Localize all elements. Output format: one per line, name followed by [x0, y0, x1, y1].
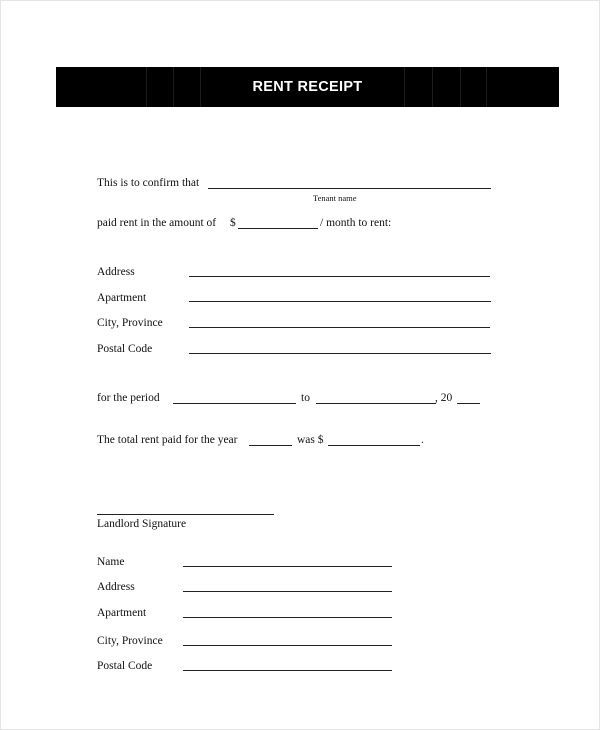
per-month-text: / month to rent: — [320, 217, 392, 229]
period-start-field[interactable] — [173, 403, 296, 404]
postal-code-field[interactable] — [189, 353, 491, 354]
landlord-city-province-label: City, Province — [97, 635, 163, 647]
landlord-apartment-field[interactable] — [183, 617, 392, 618]
landlord-postal-code-field[interactable] — [183, 670, 392, 671]
title-banner — [56, 67, 559, 107]
landlord-city-province-field[interactable] — [183, 645, 392, 646]
landlord-signature-label: Landlord Signature — [97, 518, 187, 530]
address-label: Address — [97, 266, 135, 278]
period-label: for the period — [97, 392, 160, 404]
tenant-name-caption: Tenant name — [313, 193, 357, 203]
total-year-field[interactable] — [249, 445, 292, 446]
apartment-field[interactable] — [189, 301, 491, 302]
landlord-address-field[interactable] — [183, 591, 392, 592]
period-end-field[interactable] — [316, 403, 436, 404]
currency-symbol: $ — [230, 217, 236, 229]
confirm-text: This is to confirm that — [97, 177, 200, 189]
period-to-text: to — [301, 392, 310, 404]
amount-text: paid rent in the amount of — [97, 217, 217, 229]
landlord-address-label: Address — [97, 581, 135, 593]
landlord-name-field[interactable] — [183, 566, 392, 567]
total-amount-field[interactable] — [328, 445, 420, 446]
total-text: The total rent paid for the year — [97, 434, 238, 446]
page-title: RENT RECEIPT — [252, 79, 363, 95]
landlord-postal-code-label: Postal Code — [97, 660, 153, 672]
total-was-text: was $ — [297, 434, 324, 446]
landlord-signature-field[interactable] — [97, 514, 274, 515]
postal-code-label: Postal Code — [97, 343, 153, 355]
city-province-label: City, Province — [97, 317, 163, 329]
period-year-field[interactable] — [457, 403, 480, 404]
total-period-mark: . — [421, 434, 424, 446]
tenant-name-field[interactable] — [208, 188, 491, 189]
year-prefix-text: , 20 — [435, 392, 453, 404]
landlord-name-label: Name — [97, 556, 125, 568]
apartment-label: Apartment — [97, 292, 147, 304]
city-province-field[interactable] — [189, 327, 490, 328]
rent-amount-field[interactable] — [238, 228, 318, 229]
landlord-apartment-label: Apartment — [97, 607, 147, 619]
address-field[interactable] — [189, 276, 490, 277]
